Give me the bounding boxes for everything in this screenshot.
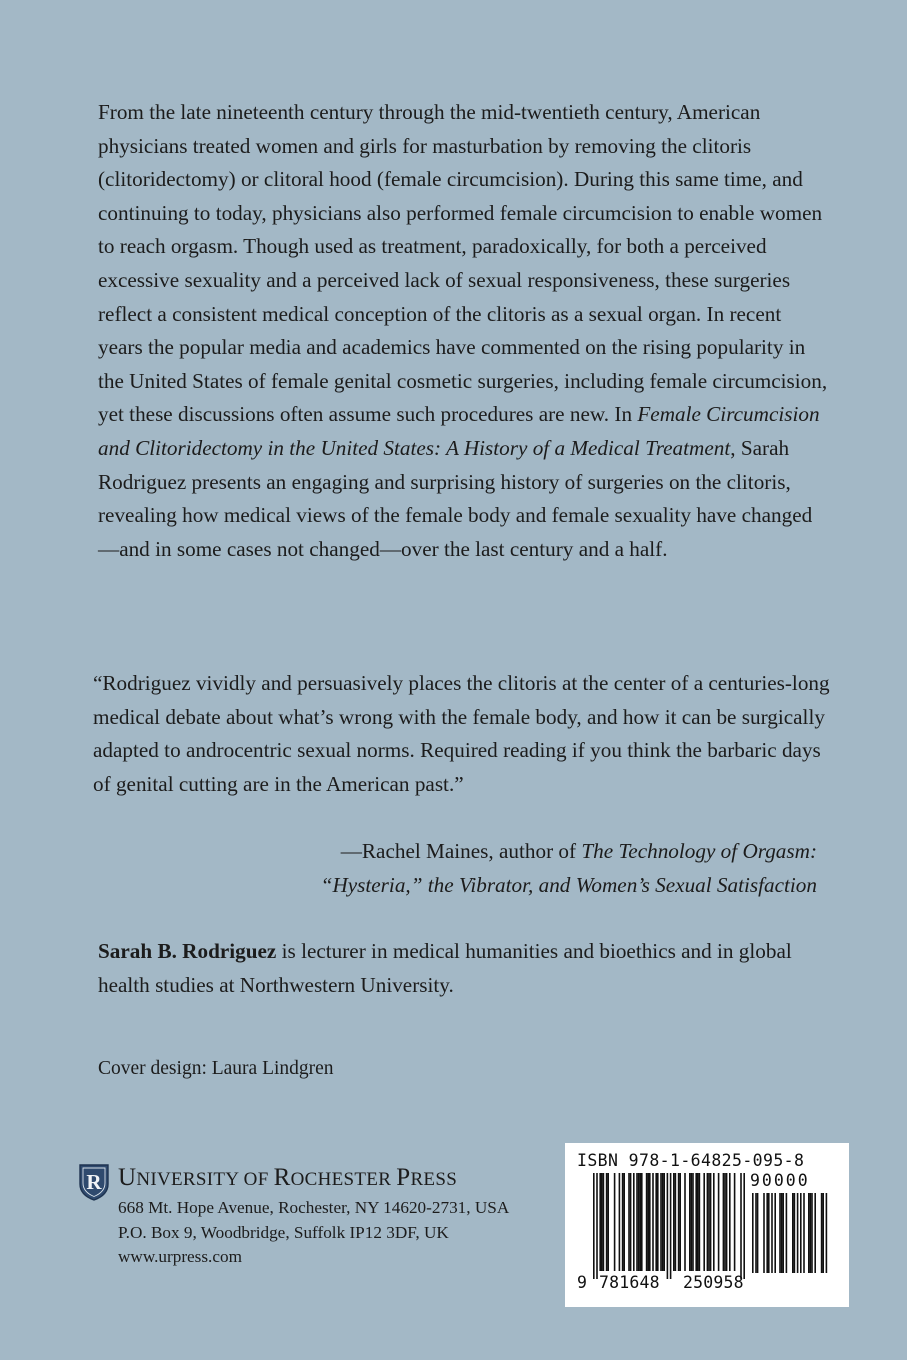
barcode-bar xyxy=(710,1173,712,1271)
attribution-book-title-1: The Technology of Orgasm: xyxy=(581,839,817,863)
author-bio-text: is lecturer in medical humanities and bioethics and in global health studies at Northwestern University. xyxy=(98,939,792,997)
barcode-bar xyxy=(703,1173,705,1271)
barcode-bar xyxy=(755,1193,757,1273)
barcode-bar xyxy=(662,1173,664,1271)
barcode-bar xyxy=(723,1173,725,1271)
barcode-bar xyxy=(601,1173,603,1271)
barcode-digits-right: 250958 xyxy=(683,1273,744,1292)
barcode-bar xyxy=(633,1173,635,1271)
barcode-bar xyxy=(603,1173,605,1271)
barcode-bar xyxy=(821,1193,823,1273)
barcode-bar xyxy=(768,1193,770,1273)
barcode-bar xyxy=(707,1173,709,1271)
barcode-bar xyxy=(638,1173,640,1271)
barcode-bar xyxy=(734,1173,736,1271)
barcode-bar xyxy=(763,1193,765,1273)
barcode-bar xyxy=(623,1173,625,1271)
barcode-bar xyxy=(657,1173,659,1271)
barcode-bar xyxy=(639,1173,641,1271)
barcode-bar xyxy=(797,1193,799,1273)
barcode-bar xyxy=(713,1173,715,1271)
author-bio xyxy=(98,935,838,1002)
barcode-bar xyxy=(814,1193,816,1273)
barcode-bar xyxy=(774,1193,776,1273)
barcode-bar xyxy=(808,1193,810,1273)
publisher-website: www.urpress.com xyxy=(118,1247,242,1266)
barcode-bar xyxy=(782,1193,784,1273)
isbn-label: ISBN 978-1-64825-095-8 xyxy=(577,1151,805,1170)
barcode-bar xyxy=(652,1173,654,1271)
barcode-bar xyxy=(724,1173,726,1271)
publisher-contact xyxy=(118,1196,509,1270)
publisher-address-us: 668 Mt. Hope Avenue, Rochester, NY 14620-2731, USA xyxy=(118,1198,510,1217)
barcode-bar xyxy=(678,1173,680,1271)
barcode-bar xyxy=(679,1173,681,1271)
publisher-name: UNIVERSITY OF ROCHESTER PRESS xyxy=(118,1164,458,1191)
barcode-bar xyxy=(593,1173,595,1279)
barcode-bar xyxy=(781,1193,783,1273)
cover-design-credit: Cover design: Laura Lindgren xyxy=(98,1058,334,1079)
author-name: Sarah B. Rodriguez xyxy=(98,939,277,963)
barcode-bar xyxy=(684,1173,686,1271)
barcode-bar xyxy=(630,1173,632,1271)
barcode-bar xyxy=(794,1193,796,1273)
barcode-bar xyxy=(689,1173,691,1271)
barcode-digits-left: 781648 xyxy=(599,1273,660,1292)
barcode-bar xyxy=(695,1173,697,1271)
publisher-shield-logo xyxy=(78,1162,110,1202)
barcode-bar xyxy=(663,1173,665,1271)
barcode-bar xyxy=(826,1193,828,1273)
barcode-bar xyxy=(779,1193,781,1273)
attribution-author: —Rachel Maines, author of xyxy=(340,839,582,863)
description-text: From the late nineteenth century through the mid-twentieth century, American physicians treated women and girls for masturbation by removing the clitoris (clitoridectomy) or clitoral hood (female circumcision). During this same time, and continuing to today, physicians also performed female circumcision to enable women to reach orgasm. Though used as treatment, paradoxically, for both a perceived excessive sexuality and a perceived lack of sexual responsiveness, these surgeries reflect a consistent medical conception of the clitoris as a sexual organ. In recent years the popular media and academics have commented on the rising popularity in the United States of female genital cosmetic surgeries, including female circumcision, yet these discussions often assume such procedures are new. In xyxy=(98,100,828,427)
barcode-bar xyxy=(596,1173,598,1279)
description-text-cont: , Sarah Rodriguez presents an engaging and surprising history of surgeries on the clitoris, revealing how medical views of the female body and female sexuality have changed—and in some cases not changed—over the last century and a half. xyxy=(98,435,813,561)
barcode-bar xyxy=(622,1173,624,1271)
barcode-bar xyxy=(636,1173,638,1271)
book-description xyxy=(98,96,828,566)
publisher-logo-letter: R xyxy=(86,1170,102,1194)
barcode-bar xyxy=(697,1173,699,1271)
barcode-bar xyxy=(729,1173,731,1271)
barcode-bar xyxy=(792,1193,794,1273)
barcode-bar xyxy=(803,1193,805,1273)
barcode-bar xyxy=(649,1173,651,1271)
barcode-bar xyxy=(675,1173,677,1271)
barcode-bar xyxy=(647,1173,649,1271)
review-quote: “Rodriguez vividly and persuasively places the clitoris at the center of a centuries-long medical debate about what’s wrong with the female body, and how it can be surgically adapted to androcentric sexual norms. Required reading if you think the barbaric days of genital cutting are in the American past.” xyxy=(93,671,830,796)
barcode-bar xyxy=(660,1173,662,1271)
barcode-bar xyxy=(646,1173,648,1271)
barcode-bar xyxy=(810,1193,812,1273)
barcode-bar xyxy=(628,1173,630,1271)
barcode-bar xyxy=(718,1173,720,1271)
book-title: Female Circumcision and Clitoridectomy in the United States: A History of a Medical Treatment xyxy=(98,402,820,460)
publisher-address-uk: P.O. Box 9, Woodbridge, Suffolk IP12 3DF, UK xyxy=(118,1222,449,1242)
barcode-bar xyxy=(752,1193,754,1273)
barcode-bar xyxy=(607,1173,609,1271)
barcode-digit-first: 9 xyxy=(577,1273,588,1292)
barcode-bar xyxy=(655,1173,657,1271)
barcode-addon-digits: 90000 xyxy=(750,1171,810,1190)
quote-attribution xyxy=(200,835,817,902)
barcode-bar xyxy=(757,1193,759,1273)
barcode-bar xyxy=(692,1173,694,1271)
barcode-bar xyxy=(811,1193,813,1273)
barcode-bar xyxy=(667,1173,669,1279)
barcode-bar xyxy=(740,1173,742,1279)
barcode-bar xyxy=(619,1173,621,1271)
barcode-bar xyxy=(691,1173,693,1271)
barcode-bar xyxy=(699,1173,701,1271)
barcode-bar xyxy=(822,1193,824,1273)
barcode-bar xyxy=(766,1193,768,1273)
barcode-bar xyxy=(771,1193,773,1273)
barcode-bar xyxy=(641,1173,643,1271)
barcode-bar xyxy=(599,1173,601,1271)
barcode-bar xyxy=(614,1173,616,1271)
barcode-digits xyxy=(577,1273,761,1292)
attribution-book-title-2: “Hysteria,” the Vibrator, and Women’s Sexual Satisfaction xyxy=(320,872,817,897)
barcode-bar xyxy=(606,1173,608,1271)
barcode-bar xyxy=(743,1173,745,1279)
barcode-bar xyxy=(800,1193,802,1273)
barcode-bar xyxy=(726,1173,728,1271)
barcode-bar xyxy=(708,1173,710,1271)
isbn-barcode xyxy=(565,1143,849,1307)
barcode-bar xyxy=(670,1173,672,1279)
barcode-bar xyxy=(786,1193,788,1273)
barcode-bar xyxy=(673,1173,675,1271)
